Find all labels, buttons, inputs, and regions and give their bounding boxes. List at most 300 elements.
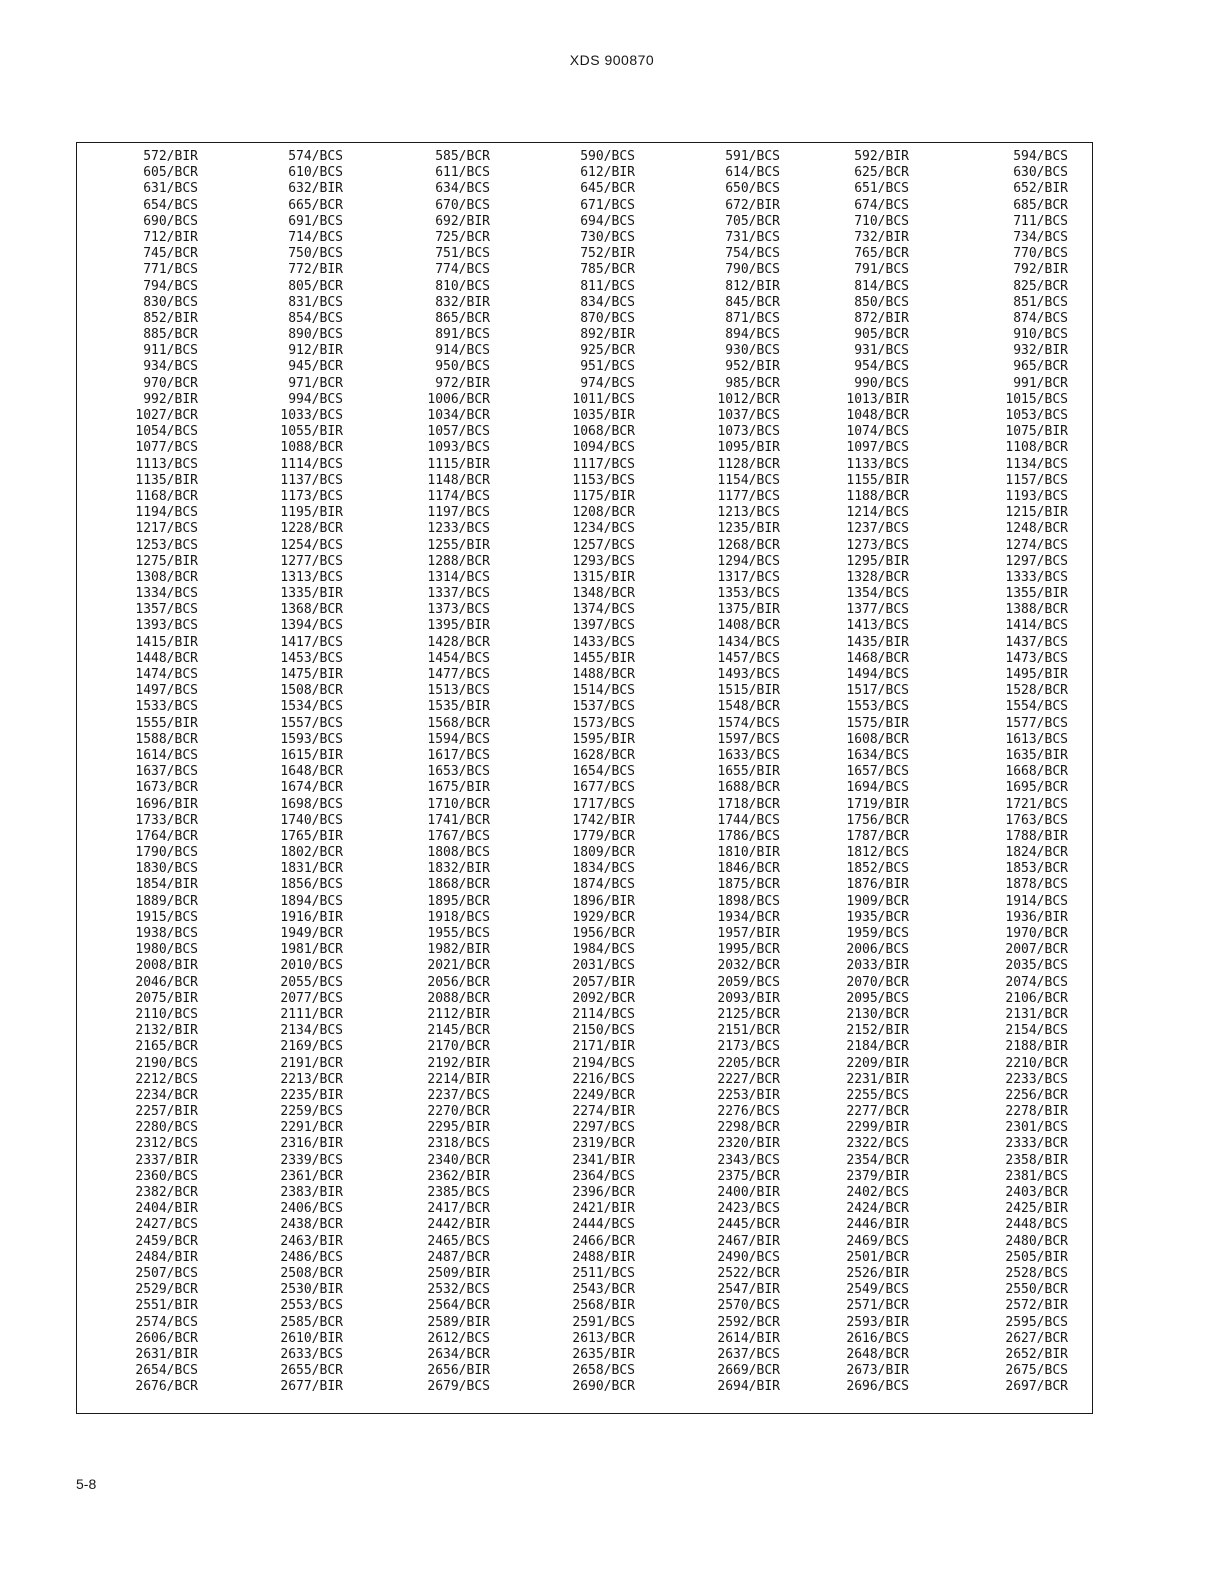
table-cell: 2074/BCS — [1005, 974, 1068, 990]
table-cell: 2145/BCR — [427, 1023, 490, 1039]
table-cell: 1648/BCR — [280, 764, 343, 780]
table-cell: 1898/BCS — [717, 893, 780, 909]
table-cell: 2589/BIR — [427, 1314, 490, 1330]
table-cell: 1215/BIR — [1005, 505, 1068, 521]
table-cell: 630/BCS — [1013, 165, 1068, 181]
address-grid — [77, 149, 1092, 1395]
table-cell: 790/BCS — [725, 262, 780, 278]
table-cell: 1075/BIR — [1005, 424, 1068, 440]
table-cell: 725/BCR — [435, 229, 490, 245]
table-cell: 831/BCS — [288, 294, 343, 310]
table-cell: 2364/BCS — [572, 1168, 635, 1184]
table-cell: 2173/BCS — [717, 1039, 780, 1055]
table-cell: 2658/BCS — [572, 1363, 635, 1379]
table-cell: 2210/BCR — [1005, 1055, 1068, 1071]
table-cell: 945/BCR — [288, 359, 343, 375]
table-cell: 1763/BCS — [1005, 812, 1068, 828]
table-cell: 1113/BCS — [135, 456, 198, 472]
table-cell: 645/BCR — [580, 181, 635, 197]
table-cell: 1012/BCR — [717, 391, 780, 407]
table-cell: 2446/BIR — [846, 1217, 909, 1233]
table-cell: 2056/BCR — [427, 974, 490, 990]
table-cell: 705/BCR — [725, 213, 780, 229]
table-cell: 2591/BCS — [572, 1314, 635, 1330]
table-cell: 1213/BCS — [717, 505, 780, 521]
table-cell: 2093/BIR — [717, 990, 780, 1006]
table-cell: 2637/BCS — [717, 1346, 780, 1362]
table-cell: 1274/BCS — [1005, 537, 1068, 553]
table-cell: 590/BCS — [580, 149, 635, 164]
table-cell: 1273/BCS — [846, 537, 909, 553]
table-cell: 2442/BIR — [427, 1217, 490, 1233]
table-cell: 1832/BIR — [427, 861, 490, 877]
table-cell: 1555/BIR — [135, 715, 198, 731]
table-cell: 2421/BIR — [572, 1201, 635, 1217]
table-cell: 2427/BCS — [135, 1217, 198, 1233]
table-cell: 2130/BCR — [846, 1006, 909, 1022]
table-cell: 2593/BIR — [846, 1314, 909, 1330]
table-cell: 1353/BCS — [717, 586, 780, 602]
table-cell: 1787/BCR — [846, 828, 909, 844]
table-cell: 2318/BCS — [427, 1136, 490, 1152]
table-cell: 2320/BIR — [717, 1136, 780, 1152]
table-cell: 772/BIR — [288, 262, 343, 278]
table-cell: 2165/BCR — [135, 1039, 198, 1055]
table-cell: 1674/BCR — [280, 780, 343, 796]
table-cell: 2382/BCR — [135, 1185, 198, 1200]
table-cell: 1557/BCS — [280, 715, 343, 731]
table-cell: 1675/BIR — [427, 780, 490, 796]
table-cell: 2151/BCR — [717, 1023, 780, 1039]
table-cell: 1874/BCS — [572, 877, 635, 893]
table-cell: 1295/BIR — [846, 553, 909, 569]
table-cell: 891/BCS — [435, 327, 490, 343]
table-cell: 2613/BCR — [572, 1330, 635, 1346]
table-cell: 870/BCS — [580, 310, 635, 326]
table-cell: 894/BCS — [725, 327, 780, 343]
table-cell: 1293/BCS — [572, 553, 635, 569]
table-cell: 2110/BCS — [135, 1006, 198, 1022]
table-cell: 2191/BCR — [280, 1055, 343, 1071]
table-cell: 1054/BCS — [135, 424, 198, 440]
table-cell: 2075/BIR — [135, 990, 198, 1006]
table-cell: 750/BCS — [288, 246, 343, 262]
table-cell: 1779/BCR — [572, 828, 635, 844]
table-cell: 2077/BCS — [280, 990, 343, 1006]
table-cell: 1718/BCR — [717, 796, 780, 812]
table-cell: 1375/BIR — [717, 602, 780, 618]
table-cell: 2231/BIR — [846, 1071, 909, 1087]
table-cell: 1889/BCR — [135, 893, 198, 909]
table-cell: 890/BCS — [288, 327, 343, 343]
table-cell: 2134/BCS — [280, 1023, 343, 1039]
table-cell: 874/BCS — [1013, 310, 1068, 326]
table-cell: 2132/BIR — [135, 1023, 198, 1039]
table-cell: 1548/BCR — [717, 699, 780, 715]
table-cell: 805/BCR — [288, 278, 343, 294]
table-cell: 2256/BCR — [1005, 1087, 1068, 1103]
table-cell: 1719/BIR — [846, 796, 909, 812]
table-cell: 1955/BCS — [427, 926, 490, 941]
table-cell: 1852/BCS — [846, 861, 909, 877]
table-cell: 2467/BIR — [717, 1233, 780, 1249]
table-cell: 632/BIR — [288, 181, 343, 197]
table-cell: 2553/BCS — [280, 1298, 343, 1314]
table-cell: 1394/BCS — [280, 618, 343, 634]
table-cell: 2543/BCR — [572, 1282, 635, 1298]
table-cell: 2092/BCR — [572, 990, 635, 1006]
table-cell: 954/BCS — [854, 359, 909, 375]
table-cell: 2154/BCS — [1005, 1023, 1068, 1039]
table-cell: 2526/BIR — [846, 1265, 909, 1281]
table-cell: 1248/BCR — [1005, 521, 1068, 537]
table-cell: 690/BCS — [143, 213, 198, 229]
table-cell: 2235/BIR — [280, 1087, 343, 1103]
table-cell: 2209/BIR — [846, 1055, 909, 1071]
table-cell: 2358/BIR — [1005, 1152, 1068, 1168]
table-cell: 830/BCS — [143, 294, 198, 310]
table-cell: 2574/BCS — [135, 1314, 198, 1330]
table-cell: 2297/BCS — [572, 1120, 635, 1136]
table-cell: 1856/BCS — [280, 877, 343, 893]
table-cell: 952/BIR — [725, 359, 780, 375]
table-cell: 930/BCS — [725, 343, 780, 359]
table-cell: 1741/BCR — [427, 812, 490, 828]
table-cell: 2400/BIR — [717, 1185, 780, 1200]
table-cell: 2676/BCR — [135, 1379, 198, 1395]
table-cell: 1854/BIR — [135, 877, 198, 893]
table-cell: 1448/BCR — [135, 650, 198, 666]
table-cell: 1957/BIR — [717, 926, 780, 941]
table-cell: 970/BCR — [143, 375, 198, 391]
table-cell: 730/BCS — [580, 229, 635, 245]
table-cell: 2484/BIR — [135, 1249, 198, 1265]
table-cell: 2612/BCS — [427, 1330, 490, 1346]
table-cell: 2469/BCS — [846, 1233, 909, 1249]
table-cell: 1896/BIR — [572, 893, 635, 909]
table-cell: 932/BIR — [1013, 343, 1068, 359]
table-cell: 2233/BCS — [1005, 1071, 1068, 1087]
table-cell: 2616/BCS — [846, 1330, 909, 1346]
table-cell: 674/BCS — [854, 197, 909, 213]
table-cell: 1695/BCR — [1005, 780, 1068, 796]
table-cell: 1415/BIR — [135, 634, 198, 650]
table-cell: 691/BCS — [288, 213, 343, 229]
table-cell: 845/BCR — [725, 294, 780, 310]
table-cell: 2466/BCR — [572, 1233, 635, 1249]
table-cell: 994/BCS — [288, 391, 343, 407]
table-cell: 1277/BCS — [280, 553, 343, 569]
table-cell: 2362/BIR — [427, 1168, 490, 1184]
table-cell: 812/BIR — [725, 278, 780, 294]
table-cell: 1628/BCR — [572, 747, 635, 763]
table-cell: 1314/BCS — [427, 569, 490, 585]
table-cell: 2595/BCS — [1005, 1314, 1068, 1330]
table-cell: 1006/BCR — [427, 391, 490, 407]
table-cell: 1313/BCS — [280, 569, 343, 585]
table-cell: 2570/BCS — [717, 1298, 780, 1314]
table-cell: 2564/BCR — [427, 1298, 490, 1314]
table-cell: 1633/BCS — [717, 747, 780, 763]
table-cell: 872/BIR — [854, 310, 909, 326]
table-cell: 2095/BCS — [846, 990, 909, 1006]
table-cell: 2339/BCS — [280, 1152, 343, 1168]
table-cell: 1315/BIR — [572, 569, 635, 585]
table-cell: 1135/BIR — [135, 472, 198, 488]
table-cell: 734/BCS — [1013, 229, 1068, 245]
table-cell: 2509/BIR — [427, 1265, 490, 1281]
table-cell: 1876/BIR — [846, 877, 909, 893]
table-cell: 710/BCS — [854, 213, 909, 229]
table-cell: 1694/BCS — [846, 780, 909, 796]
table-cell: 1508/BCR — [280, 683, 343, 699]
table-cell: 992/BIR — [143, 391, 198, 407]
table-cell: 654/BCS — [143, 197, 198, 213]
table-cell: 672/BIR — [725, 197, 780, 213]
table-cell: 1357/BCS — [135, 602, 198, 618]
table-cell: 972/BIR — [435, 375, 490, 391]
table-cell: 1395/BIR — [427, 618, 490, 634]
table-cell: 1742/BIR — [572, 812, 635, 828]
table-cell: 2214/BIR — [427, 1071, 490, 1087]
table-cell: 2423/BCS — [717, 1201, 780, 1217]
table-cell: 1916/BIR — [280, 909, 343, 925]
table-cell: 2316/BIR — [280, 1136, 343, 1152]
table-cell: 1253/BCS — [135, 537, 198, 553]
table-cell: 2340/BCR — [427, 1152, 490, 1168]
table-cell: 1831/BCR — [280, 861, 343, 877]
table-cell: 771/BCS — [143, 262, 198, 278]
table-cell: 2319/BCR — [572, 1136, 635, 1152]
table-cell: 2694/BIR — [717, 1379, 780, 1395]
table-cell: 651/BCS — [854, 181, 909, 197]
table-cell: 912/BIR — [288, 343, 343, 359]
table-cell: 2568/BIR — [572, 1298, 635, 1314]
table-cell: 1959/BCS — [846, 926, 909, 941]
table-cell: 2277/BCR — [846, 1104, 909, 1120]
table-cell: 2383/BIR — [280, 1185, 343, 1200]
table-cell: 1830/BCS — [135, 861, 198, 877]
table-cell: 1294/BCS — [717, 553, 780, 569]
table-cell: 2212/BCS — [135, 1071, 198, 1087]
table-cell: 1268/BCR — [717, 537, 780, 553]
table-cell: 1214/BCS — [846, 505, 909, 521]
table-cell: 2424/BCR — [846, 1201, 909, 1217]
table-cell: 1034/BCR — [427, 408, 490, 423]
table-cell: 1377/BCS — [846, 602, 909, 618]
table-cell: 1397/BCS — [572, 618, 635, 634]
table-cell: 1373/BCS — [427, 602, 490, 618]
table-cell: 2592/BCR — [717, 1314, 780, 1330]
table-cell: 2301/BCS — [1005, 1120, 1068, 1136]
table-cell: 2333/BCR — [1005, 1136, 1068, 1152]
table-cell: 2278/BIR — [1005, 1104, 1068, 1120]
table-cell: 1434/BCS — [717, 634, 780, 650]
table-cell: 1013/BIR — [846, 391, 909, 407]
table-cell: 1846/BCR — [717, 861, 780, 877]
table-cell: 2696/BCS — [846, 1379, 909, 1395]
table-cell: 811/BCS — [580, 278, 635, 294]
table-cell: 2381/BCS — [1005, 1168, 1068, 1184]
table-cell: 2385/BCS — [427, 1185, 490, 1200]
table-cell: 2487/BCR — [427, 1249, 490, 1265]
table-cell: 2008/BIR — [135, 958, 198, 974]
table-cell: 871/BCS — [725, 310, 780, 326]
table-cell: 1088/BCR — [280, 440, 343, 456]
table-cell: 712/BIR — [143, 229, 198, 245]
table-cell: 1188/BCR — [846, 488, 909, 504]
table-cell: 2528/BCS — [1005, 1265, 1068, 1281]
table-cell: 991/BCR — [1013, 375, 1068, 391]
table-cell: 1374/BCS — [572, 602, 635, 618]
table-cell: 2171/BIR — [572, 1039, 635, 1055]
table-cell: 670/BCS — [435, 197, 490, 213]
table-cell: 1354/BCS — [846, 586, 909, 602]
table-cell: 1909/BCR — [846, 893, 909, 909]
table-cell: 692/BIR — [435, 213, 490, 229]
table-cell: 1698/BCS — [280, 796, 343, 812]
table-cell: 694/BCS — [580, 213, 635, 229]
table-cell: 585/BCR — [435, 149, 490, 164]
table-cell: 1175/BIR — [572, 488, 635, 504]
table-cell: 2508/BCR — [280, 1265, 343, 1281]
table-cell: 1368/BCR — [280, 602, 343, 618]
table-cell: 1077/BCS — [135, 440, 198, 456]
table-cell: 832/BIR — [435, 294, 490, 310]
table-cell: 1918/BCS — [427, 909, 490, 925]
table-cell: 2059/BCS — [717, 974, 780, 990]
table-cell: 574/BCS — [288, 149, 343, 164]
table-cell: 911/BCS — [143, 343, 198, 359]
table-cell: 1237/BCS — [846, 521, 909, 537]
table-cell: 2403/BCR — [1005, 1185, 1068, 1200]
table-cell: 714/BCS — [288, 229, 343, 245]
table-cell: 1255/BIR — [427, 537, 490, 553]
table-cell: 605/BCR — [143, 165, 198, 181]
table-cell: 2184/BCR — [846, 1039, 909, 1055]
table-cell: 1393/BCS — [135, 618, 198, 634]
table-cell: 1015/BCS — [1005, 391, 1068, 407]
table-cell: 2312/BCS — [135, 1136, 198, 1152]
table-cell: 2125/BCR — [717, 1006, 780, 1022]
table-cell: 1812/BCS — [846, 845, 909, 861]
table-cell: 2425/BIR — [1005, 1201, 1068, 1217]
table-cell: 2677/BIR — [280, 1379, 343, 1395]
table-cell: 1573/BCS — [572, 715, 635, 731]
table-cell: 1133/BCS — [846, 456, 909, 472]
table-cell: 1194/BCS — [135, 505, 198, 521]
table-cell: 971/BCR — [288, 375, 343, 391]
table-cell: 2631/BIR — [135, 1346, 198, 1362]
table-cell: 1497/BCS — [135, 683, 198, 699]
table-cell: 1568/BCR — [427, 715, 490, 731]
table-cell: 2170/BCR — [427, 1039, 490, 1055]
table-cell: 1468/BCR — [846, 650, 909, 666]
table-cell: 1095/BIR — [717, 440, 780, 456]
table-cell: 770/BCS — [1013, 246, 1068, 262]
table-cell: 2547/BIR — [717, 1282, 780, 1298]
table-cell: 1433/BCS — [572, 634, 635, 650]
table-cell: 974/BCS — [580, 375, 635, 391]
table-cell: 611/BCS — [435, 165, 490, 181]
table-cell: 711/BCS — [1013, 213, 1068, 229]
table-cell: 1155/BIR — [846, 472, 909, 488]
table-cell: 732/BIR — [854, 229, 909, 245]
table-cell: 1537/BCS — [572, 699, 635, 715]
table-cell: 1234/BCS — [572, 521, 635, 537]
table-cell: 1257/BCS — [572, 537, 635, 553]
table-cell: 1981/BCR — [280, 942, 343, 958]
table-cell: 2114/BCS — [572, 1006, 635, 1022]
table-cell: 2480/BCR — [1005, 1233, 1068, 1249]
table-cell: 2530/BIR — [280, 1282, 343, 1298]
table-cell: 2361/BCR — [280, 1168, 343, 1184]
table-cell: 1744/BCS — [717, 812, 780, 828]
table-cell: 745/BCR — [143, 246, 198, 262]
table-cell: 2046/BCR — [135, 974, 198, 990]
table-cell: 774/BCS — [435, 262, 490, 278]
table-cell: 1455/BIR — [572, 650, 635, 666]
table-cell: 2417/BCR — [427, 1201, 490, 1217]
table-cell: 1982/BIR — [427, 942, 490, 958]
table-cell: 792/BIR — [1013, 262, 1068, 278]
table-cell: 2360/BCS — [135, 1168, 198, 1184]
table-cell: 1935/BCR — [846, 909, 909, 925]
table-cell: 1574/BCS — [717, 715, 780, 731]
table-cell: 1413/BCS — [846, 618, 909, 634]
table-cell: 1254/BCS — [280, 537, 343, 553]
table-cell: 2635/BIR — [572, 1346, 635, 1362]
table-cell: 1688/BCR — [717, 780, 780, 796]
table-cell: 1788/BIR — [1005, 828, 1068, 844]
table-cell: 2465/BCS — [427, 1233, 490, 1249]
table-cell: 1335/BIR — [280, 586, 343, 602]
table-cell: 1117/BCS — [572, 456, 635, 472]
table-cell: 854/BCS — [288, 310, 343, 326]
table-cell: 1317/BCS — [717, 569, 780, 585]
table-cell: 2237/BCS — [427, 1087, 490, 1103]
table-cell: 1634/BCS — [846, 747, 909, 763]
table-cell: 1875/BCR — [717, 877, 780, 893]
table-cell: 2571/BCR — [846, 1298, 909, 1314]
table-cell: 2216/BCS — [572, 1071, 635, 1087]
table-cell: 1554/BCS — [1005, 699, 1068, 715]
table-cell: 2697/BCR — [1005, 1379, 1068, 1395]
table-cell: 625/BCR — [854, 165, 909, 181]
table-cell: 1767/BCS — [427, 828, 490, 844]
table-cell: 2192/BIR — [427, 1055, 490, 1071]
table-cell: 1495/BIR — [1005, 667, 1068, 682]
table-cell: 1657/BCS — [846, 764, 909, 780]
table-cell: 2152/BIR — [846, 1023, 909, 1039]
table-cell: 2379/BIR — [846, 1168, 909, 1184]
table-cell: 2404/BIR — [135, 1201, 198, 1217]
table-cell: 2463/BIR — [280, 1233, 343, 1249]
table-cell: 591/BCS — [725, 149, 780, 164]
table-cell: 1740/BCS — [280, 812, 343, 828]
table-cell: 1457/BCS — [717, 650, 780, 666]
table-cell: 592/BIR — [854, 149, 909, 164]
table-cell: 1428/BCR — [427, 634, 490, 650]
table-cell: 1437/BCS — [1005, 634, 1068, 650]
table-cell: 1073/BCS — [717, 424, 780, 440]
table-cell: 2280/BCS — [135, 1120, 198, 1136]
table-cell: 2190/BCS — [135, 1055, 198, 1071]
table-cell: 685/BCR — [1013, 197, 1068, 213]
table-cell: 851/BCS — [1013, 294, 1068, 310]
table-cell: 1355/BIR — [1005, 586, 1068, 602]
table-cell: 2033/BIR — [846, 958, 909, 974]
